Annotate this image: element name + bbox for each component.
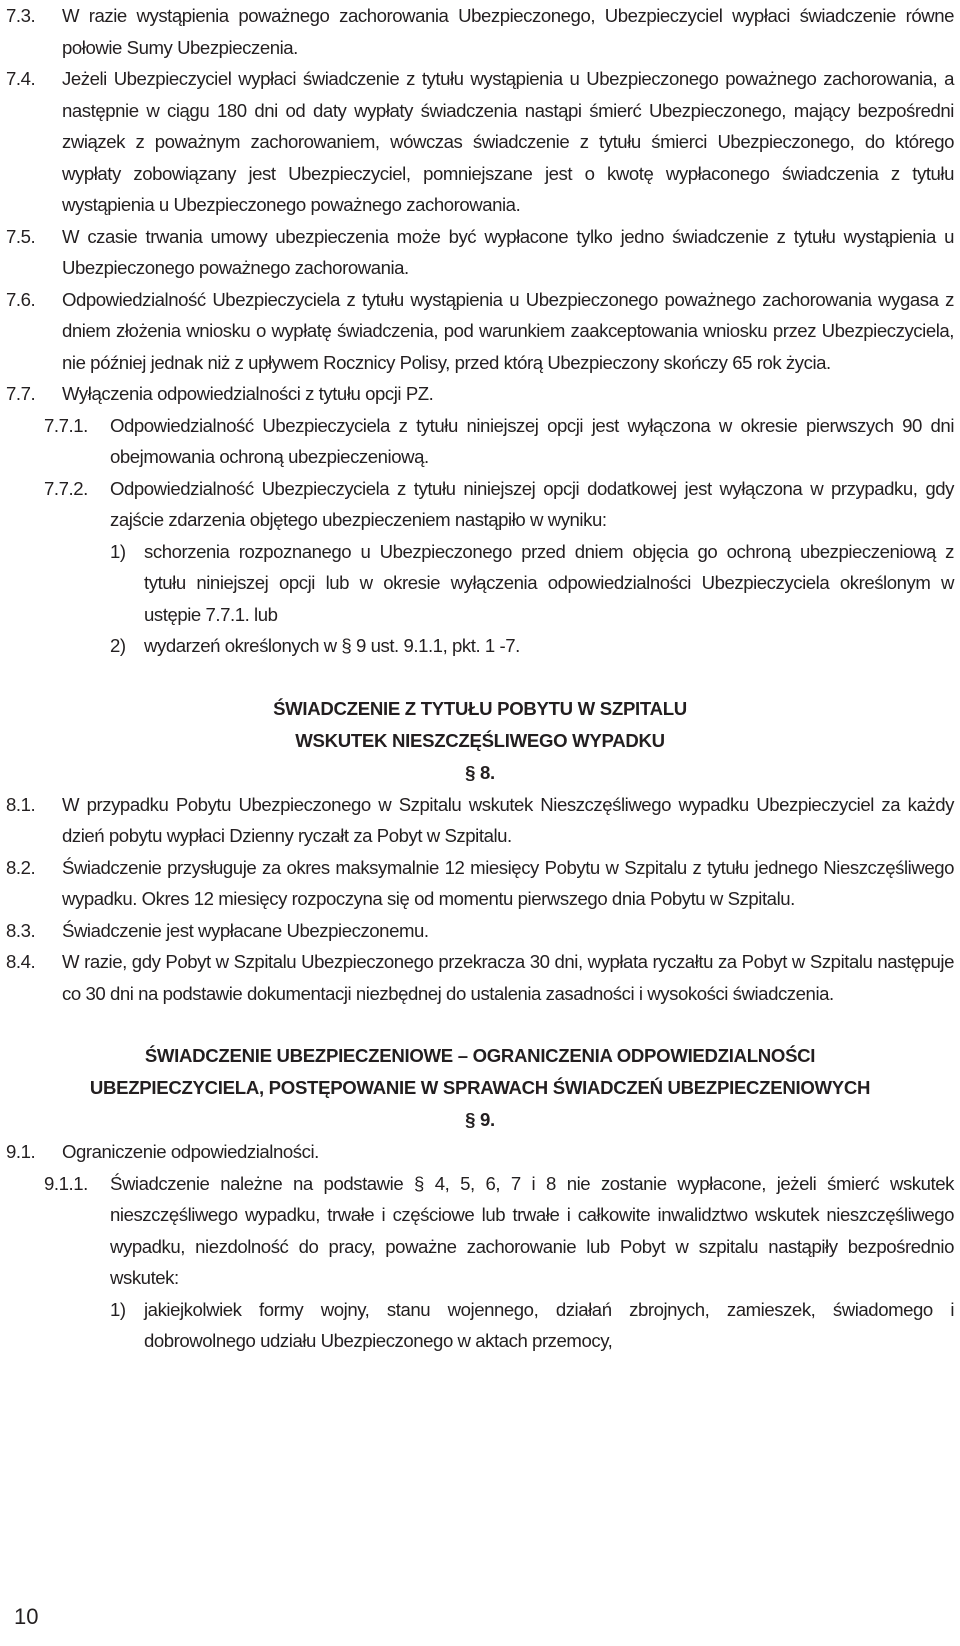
clause-text: Świadczenie jest wypłacane Ubezpieczonemu. [62, 919, 429, 941]
clause-text: Wyłączenia odpowiedzialności z tytułu opcji PZ. [62, 383, 434, 404]
clause-text: schorzenia rozpoznanego u Ubezpieczonego przed dniem objęcia go ochroną ubezpieczeniową z tytułu niniejszej opcji lub w okresie wyłączenia odpowiedzialności Ubezpieczyciela określonym w ustępie 7.7.1. lub [144, 540, 954, 625]
clause-number: 7.7. [6, 383, 36, 404]
clause-item [6, 410, 954, 473]
clause-item [6, 378, 954, 410]
clause-number: 7.5. [6, 225, 36, 247]
clause-number: 8.3. [6, 919, 36, 941]
clause-text: W razie, gdy Pobyt w Szpitalu Ubezpieczonego przekracza 30 dni, wypłata ryczałtu za Pobyt w Szpitalu następuje co 30 dni na podstawie dokumentacji niezbędnej do ustalenia zasadności i wysokości świadczenia. [62, 951, 954, 1004]
heading-line: ŚWIADCZENIE UBEZPIECZENIOWE – OGRANICZENIA ODPOWIEDZIALNOŚCI [144, 1045, 816, 1066]
section-heading [6, 693, 954, 789]
clause-item [6, 473, 954, 536]
clause-item [6, 536, 954, 631]
section-number: § 9. [465, 1109, 495, 1130]
clause-number: 7.3. [6, 5, 36, 26]
clause-item [6, 630, 954, 662]
clause-text: Odpowiedzialność Ubezpieczyciela z tytułu niniejszej opcji jest wyłączona w okresie pierwszych 90 dni obejmowania ochroną ubezpieczeniową. [110, 414, 954, 467]
heading-line: UBEZPIECZYCIELA, POSTĘPOWANIE W SPRAWACH ŚWIADCZEŃ UBEZPIECZENIOWYCH [89, 1077, 871, 1098]
spacer [6, 1009, 954, 1040]
clause-number: 8.1. [6, 793, 36, 815]
clause-text: Świadczenie przysługuje za okres maksymalnie 12 miesięcy Pobytu w Szpitalu z tytułu jednego Nieszczęśliwego wypadku. Okres 12 miesięcy rozpoczyna się od momentu pierwszego dnia Pobytu w Szpitalu. [62, 856, 954, 909]
clause-number: 7.7.2. [44, 477, 88, 499]
clause-number: 8.4. [6, 951, 36, 972]
section-number: § 8. [465, 761, 495, 783]
clause-number: 8.2. [6, 856, 36, 878]
clause-number: 9.1. [6, 1141, 36, 1162]
heading-line: WSKUTEK NIESZCZĘŚLIWEGO WYPADKU [295, 729, 665, 751]
clause-item [6, 1294, 954, 1357]
page-number: 10 [14, 1604, 39, 1629]
clause-text: wydarzeń określonych w § 9 ust. 9.1.1, pkt. 1 -7. [144, 635, 520, 656]
spacer [6, 662, 954, 693]
clause-number: 1) [110, 1298, 126, 1320]
document-page [6, 0, 954, 1357]
clause-item [6, 915, 954, 947]
clause-number: 2) [110, 635, 126, 656]
clause-text: Ograniczenie odpowiedzialności. [62, 1141, 319, 1162]
clause-number: 1) [110, 540, 126, 562]
clause-item [6, 1136, 954, 1168]
clause-item [6, 0, 954, 63]
section-heading [6, 1040, 954, 1136]
clause-item [6, 284, 954, 379]
clause-number: 7.6. [6, 288, 36, 310]
clause-text: W przypadku Pobytu Ubezpieczonego w Szpitalu wskutek Nieszczęśliwego wypadku Ubezpieczyciel za każdy dzień pobytu wypłaci Dzienny ryczałt za Pobyt w Szpitalu. [62, 793, 954, 846]
clause-item [6, 946, 954, 1009]
clause-text: W czasie trwania umowy ubezpieczenia może być wypłacone tylko jedno świadczenie z tytułu wystąpienia u Ubezpieczonego poważnego zachorowania. [62, 225, 954, 278]
clause-text: jakiejkolwiek formy wojny, stanu wojennego, działań zbrojnych, zamieszek, świadomego i dobrowolnego udziału Ubezpieczonego w aktach przemocy, [144, 1298, 954, 1351]
clause-item [6, 221, 954, 284]
clause-number: 7.7.1. [44, 414, 88, 436]
clause-text: Odpowiedzialność Ubezpieczyciela z tytułu wystąpienia u Ubezpieczonego poważnego zachorowania wygasa z dniem złożenia wniosku o wypłatę świadczenia, pod warunkiem zaakceptowania wniosku przez Ubezpieczyciela, nie później jednak niż z upływem Rocznicy Polisy, przed którą Ubezpieczony skończy 65 rok życia. [62, 288, 954, 373]
clause-text: Odpowiedzialność Ubezpieczyciela z tytułu niniejszej opcji dodatkowej jest wyłączona w przypadku, gdy zajście zdarzenia objętego ubezpieczeniem nastąpiło w wyniku: [110, 477, 954, 530]
clause-text: Świadczenie należne na podstawie § 4, 5, 6, 7 i 8 nie zostanie wypłacone, jeżeli śmierć wskutek nieszczęśliwego wypadku, trwałe i częściowe lub trwałe i całkowite inwalidztwo wskutek nieszczęśliwego wypadku, niezdolność do pracy, poważne zachorowanie lub Pobyt w szpitalu nastąpiły bezpośrednio wskutek: [110, 1172, 954, 1288]
clause-number: 9.1.1. [44, 1172, 88, 1194]
clause-text: W razie wystąpienia poważnego zachorowania Ubezpieczonego, Ubezpieczyciel wypłaci świadczenie równe połowie Sumy Ubezpieczenia. [62, 5, 954, 58]
clause-item [6, 1168, 954, 1294]
heading-line: ŚWIADCZENIE Z TYTUŁU POBYTU W SZPITALU [273, 697, 687, 719]
clause-text: Jeżeli Ubezpieczyciel wypłaci świadczenie z tytułu wystąpienia u Ubezpieczonego poważnego zachorowania, a następnie w ciągu 180 dni od daty wypłaty świadczenia nastąpi śmierć Ubezpieczonego, mający bezpośredni związek z poważnym zachorowaniem, wówczas świadczenie z tytułu śmierci Ubezpieczonego, do którego wypłaty zobowiązany jest Ubezpieczyciel, pomniejszane jest o kwotę wypłaconego świadczenia z tytułu wystąpienia u Ubezpieczonego poważnego zachorowania. [62, 68, 954, 215]
clause-number: 7.4. [6, 68, 36, 89]
clause-item [6, 63, 954, 221]
clause-item [6, 789, 954, 852]
clause-item [6, 852, 954, 915]
